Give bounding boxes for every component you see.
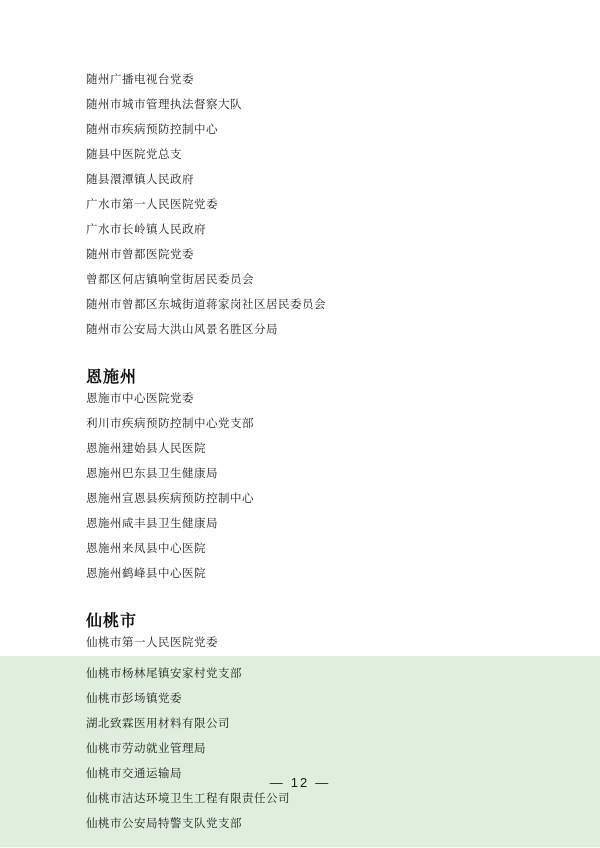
entry-line: 随州市城市管理执法督察大队 [86, 98, 242, 111]
entry-line: 湖北致霖医用材料有限公司 [86, 717, 230, 730]
entry-line: 恩施州建始县人民医院 [86, 442, 206, 455]
highlighted-entry-group [0, 656, 600, 847]
page-number: 12 [290, 775, 310, 790]
entry-group [0, 68, 600, 343]
entry-group [0, 387, 600, 587]
entry-line: 仙桃市杨林尾镇安家村党支部 [86, 667, 242, 680]
entry-line: 恩施州咸丰县卫生健康局 [86, 517, 218, 530]
footer-dash-left: — [269, 775, 285, 790]
entry-line: 随州市曾都区东城街道蒋家岗社区居民委员会 [86, 298, 326, 311]
entry-line: 曾都区何店镇响堂街居民委员会 [86, 273, 254, 286]
entry-line: 广水市长岭镇人民政府 [86, 223, 206, 236]
entry-line: 恩施市中心医院党委 [86, 392, 194, 405]
footer-dash-right: — [315, 775, 331, 790]
entry-line: 仙桃市公安局特警支队党支部 [86, 817, 242, 830]
entry-line: 仙桃市交通运输局 [86, 767, 182, 780]
entry-line: 随县澴潭镇人民政府 [86, 173, 194, 186]
entry-line: 仙桃市劳动就业管理局 [86, 742, 206, 755]
section-heading: 恩施州 [86, 369, 138, 386]
entry-line: 仙桃市第一人民医院党委 [86, 636, 218, 649]
entry-line: 利川市疾病预防控制中心党支部 [86, 417, 254, 430]
page-footer [0, 775, 600, 790]
entry-line: 随州市公安局大洪山风景名胜区分局 [86, 323, 278, 336]
entry-line: 随州广播电视台党委 [86, 73, 194, 86]
entry-line: 恩施州宣恩县疾病预防控制中心 [86, 492, 254, 505]
entry-line: 恩施州巴东县卫生健康局 [86, 467, 218, 480]
entry-line: 随州市疾病预防控制中心 [86, 123, 218, 136]
entry-line: 随州市曾都医院党委 [86, 248, 194, 261]
entry-line: 仙桃市彭场镇党委 [86, 692, 182, 705]
entry-line: 随县中医院党总支 [86, 148, 182, 161]
entry-line: 恩施州来凤县中心医院 [86, 542, 206, 555]
top-margin [0, 0, 600, 68]
section-gap [0, 343, 600, 353]
entry-line: 广水市第一人民医院党委 [86, 198, 218, 211]
section-heading: 仙桃市 [86, 613, 138, 630]
entry-line: 仙桃市洁达环境卫生工程有限责任公司 [86, 792, 290, 805]
section-gap [0, 587, 600, 597]
entry-line: 恩施州鹤峰县中心医院 [86, 567, 206, 580]
entry-group [0, 631, 600, 656]
